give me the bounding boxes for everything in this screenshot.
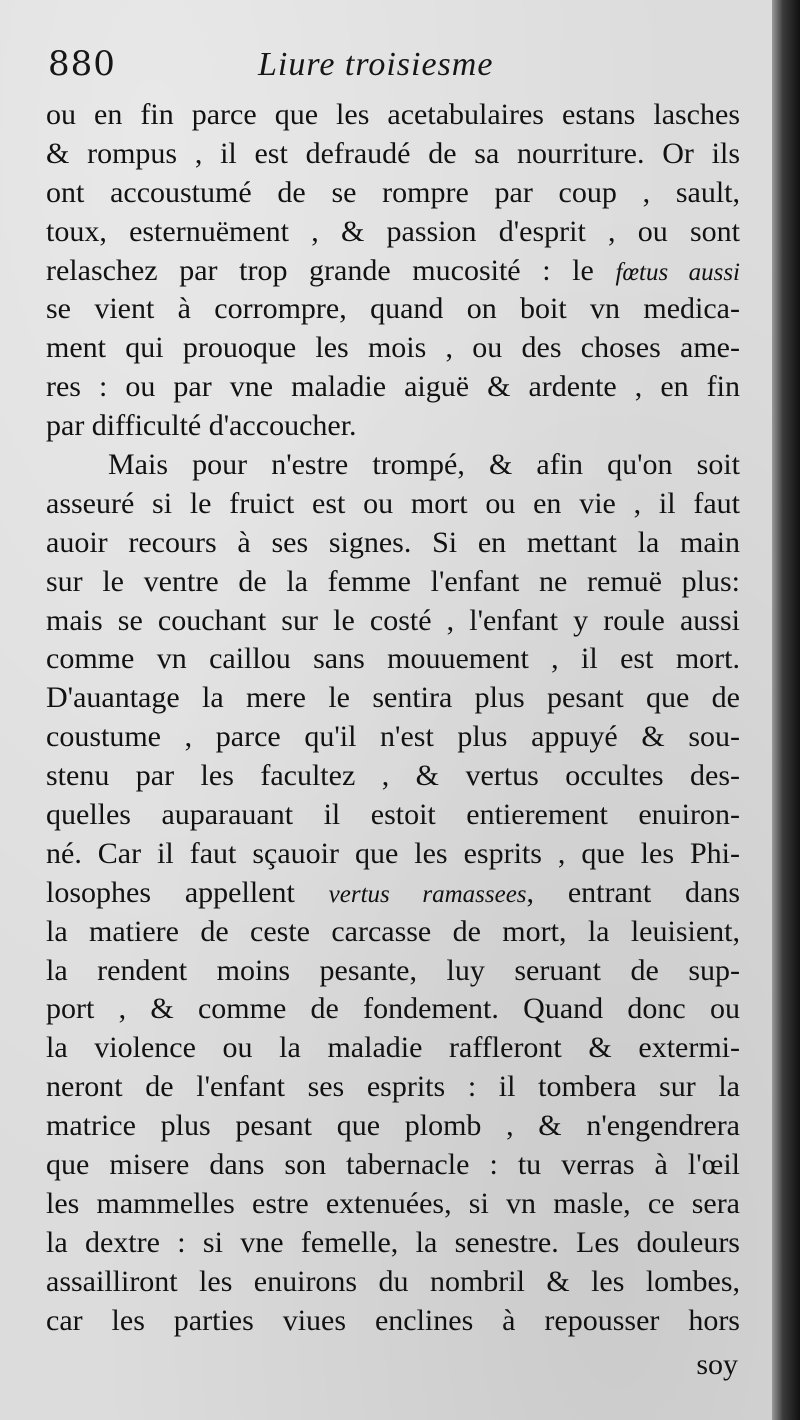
body-text bbox=[46, 96, 740, 1341]
text-line: mais se couchant sur le costé , l'enfant y roule aussi bbox=[46, 603, 740, 637]
text-line: la violence ou la maladie raffleront & extermi- bbox=[46, 1031, 740, 1065]
text-line: port , & comme de fondement. Quand donc ou bbox=[46, 992, 740, 1026]
text-line: D'auantage la mere le sentira plus pesant que de bbox=[46, 681, 740, 715]
text-line: ou en fin parce que les acetabulaires estans lasches bbox=[46, 98, 740, 131]
text-line: la matiere de ceste carcasse de mort, la leuisient, bbox=[46, 914, 740, 948]
page-gutter-shadow bbox=[772, 0, 800, 1420]
text-line bbox=[46, 874, 740, 913]
text-line: sur le ventre de la femme l'enfant ne remuë plus: bbox=[46, 564, 740, 598]
text-line: se vient à corrompre, quand on boit vn medica- bbox=[46, 292, 740, 326]
text-line: neront de l'enfant ses esprits : il tombera sur la bbox=[46, 1070, 740, 1104]
text-line: toux, esternuëment , & passion d'esprit , ou sont bbox=[46, 214, 740, 248]
italic-phrase: fœtus aussi bbox=[615, 258, 740, 286]
text-line: coustume , parce qu'il n'est plus appuyé & sou- bbox=[46, 720, 740, 754]
text-line: quelles auparauant il estoit entierement enuiron- bbox=[46, 798, 740, 832]
text-line: Mais pour n'estre trompé, & afin qu'on soit bbox=[108, 448, 740, 482]
catchword: soy bbox=[696, 1348, 738, 1381]
text-line: res : ou par vne maladie aiguë & ardente , en fin bbox=[46, 370, 740, 404]
text-line: asseuré si le fruict est ou mort ou en vie , il faut bbox=[46, 486, 740, 520]
text-line: que misere dans son tabernacle : tu verras à l'œil bbox=[46, 1148, 740, 1182]
text-line: par difficulté d'accoucher. bbox=[46, 409, 357, 443]
text-line: stenu par les facultez , & vertus occultes des- bbox=[46, 759, 740, 793]
page-header bbox=[48, 40, 748, 88]
text-line: les mammelles estre extenuées, si vn masle, ce sera bbox=[46, 1186, 740, 1220]
text-line: car les parties viues enclines à repousser hors bbox=[46, 1303, 740, 1337]
text-line: la dextre : si vne femelle, la senestre. Les douleurs bbox=[46, 1225, 740, 1259]
text-line: ont accoustumé de se rompre par coup , sault, bbox=[46, 175, 740, 209]
text-segment: , entrant dans bbox=[526, 875, 740, 909]
text-segment: losophes appellent bbox=[46, 875, 329, 909]
text-line: la rendent moins pesante, luy seruant de sup- bbox=[46, 953, 740, 987]
text-line: matrice plus pesant que plomb , & n'engendrera bbox=[46, 1109, 740, 1143]
text-line: comme vn caillou sans mouuement , il est mort. bbox=[46, 642, 740, 676]
page-number: 880 bbox=[48, 44, 116, 84]
italic-phrase: vertus ramassees bbox=[328, 880, 527, 908]
text-line: assailliront les enuirons du nombril & les lombes, bbox=[46, 1264, 740, 1298]
running-title: Liure troisiesme bbox=[258, 46, 494, 83]
text-line: auoir recours à ses signes. Si en mettant la main bbox=[46, 525, 740, 559]
text-segment: relaschez par trop grande mucosité : le bbox=[46, 253, 616, 287]
text-line: né. Car il faut sçauoir que les esprits , que les Phi- bbox=[46, 836, 740, 870]
text-line: & rompus , il est defraudé de sa nourriture. Or ils bbox=[46, 136, 740, 170]
text-line bbox=[46, 252, 740, 291]
text-line: ment qui prouoque les mois , ou des choses ame- bbox=[46, 331, 740, 365]
